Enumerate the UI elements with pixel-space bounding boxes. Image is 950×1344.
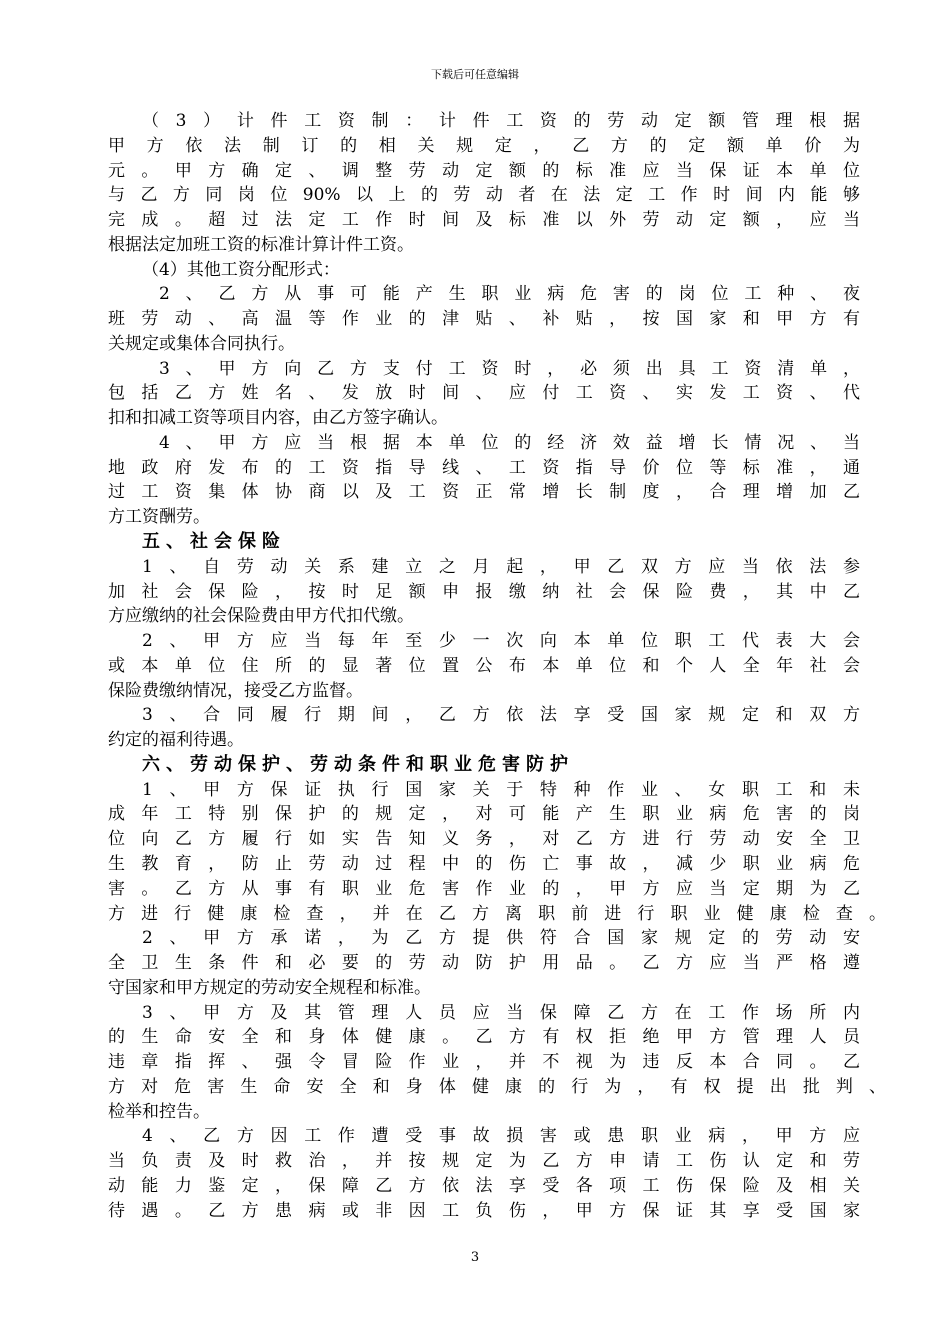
text-line: 与乙方同岗位90%以上的劳动者在法定工作时间内能够: [108, 185, 860, 206]
text-line: 方工资酬劳。: [108, 507, 210, 528]
text-line: 当负责及时救治，并按规定为乙方申请工伤认定和劳: [108, 1151, 860, 1172]
text-line: 位向乙方履行如实告知义务，对乙方进行劳动安全卫: [108, 829, 860, 850]
text-line: 地政府发布的工资指导线、工资指导价位等标准，通: [108, 457, 860, 478]
text-line: 动能力鉴定，保障乙方依法享受各项工伤保险及相关: [108, 1175, 860, 1196]
text-line: 害。乙方从事有职业危害作业的，甲方应当定期为乙: [108, 878, 860, 899]
text-line: 过工资集体协商以及工资正常增长制度，合理增加乙: [108, 482, 860, 503]
text-line: 检举和控告。: [108, 1101, 210, 1122]
text-line: 班劳动、高温等作业的津贴、补贴，按国家和甲方有: [108, 309, 860, 330]
document-body: [108, 109, 886, 1223]
text-line: 约定的福利待遇。: [108, 730, 244, 751]
text-line: 2、乙方从事可能产生职业病危害的岗位工种、夜: [159, 284, 860, 305]
text-line: 2、甲方承诺，为乙方提供符合国家规定的劳动安: [142, 928, 860, 949]
text-line: 1、甲方保证执行国家关于特种作业、女职工和未: [142, 779, 860, 800]
text-line: 待遇。乙方患病或非因工负伤，甲方保证其享受国家: [108, 1200, 860, 1221]
text-line: 甲方依法制订的相关规定，乙方的定额单价为: [108, 135, 860, 156]
text-line: 4、甲方应当根据本单位的经济效益增长情况、当: [159, 432, 860, 453]
text-line: 成年工特别保护的规定，对可能产生职业病危害的岗: [108, 804, 860, 825]
text-line: 1、自劳动关系建立之月起，甲乙双方应当依法参: [142, 556, 860, 577]
text-line: 方对危害生命安全和身体健康的行为，有权提出批判、: [108, 1076, 886, 1097]
page-header: 下载后可任意编辑: [431, 68, 519, 81]
text-line: 完成。超过法定工作时间及标准以外劳动定额，应当: [108, 210, 860, 231]
text-line: 扣和扣减工资等项目内容，由乙方签字确认。: [108, 408, 448, 429]
text-line: 全卫生条件和必要的劳动防护用品。乙方应当严格遵: [108, 953, 860, 974]
text-line: 3、甲方向乙方支付工资时，必须出具工资清单，: [159, 358, 860, 379]
section-heading: 六、劳动保护、劳动条件和职业危害防护: [142, 753, 574, 775]
text-line: 保险费缴纳情况，接受乙方监督。: [108, 680, 363, 701]
text-line: 4、乙方因工作遭受事故损害或患职业病，甲方应: [142, 1126, 860, 1147]
section-heading: 五、社会保险: [142, 531, 286, 553]
text-line: 元。甲方确定、调整劳动定额的标准应当保证本单位: [108, 160, 860, 181]
text-line: 方进行健康检查，并在乙方离职前进行职业健康检查。: [108, 903, 886, 924]
text-line: （4）其他工资分配形式：: [142, 259, 340, 280]
page-number: 3: [470, 1250, 480, 1265]
text-line: 守国家和甲方规定的劳动安全规程和标准。: [108, 977, 431, 998]
text-line: 3、合同履行期间，乙方依法享受国家规定和双方: [142, 705, 860, 726]
text-line: 根据法定加班工资的标准计算计件工资。: [108, 234, 414, 255]
text-line: 的生命安全和身体健康。乙方有权拒绝甲方管理人员: [108, 1027, 860, 1048]
text-line: 包括乙方姓名、发放时间、应付工资、实发工资、代: [108, 383, 860, 404]
text-line: （3）计件工资制：计件工资的劳动定额管理根据: [142, 111, 860, 131]
text-line: 加社会保险，按时足额申报缴纳社会保险费，其中乙: [108, 581, 860, 602]
text-line: 违章指挥、强令冒险作业，并不视为违反本合同。乙: [108, 1052, 860, 1073]
text-line: 关规定或集体合同执行。: [108, 333, 295, 354]
text-line: 生教育，防止劳动过程中的伤亡事故，减少职业病危: [108, 853, 860, 874]
text-line: 方应缴纳的社会保险费由甲方代扣代缴。: [108, 606, 414, 627]
text-line: 3、甲方及其管理人员应当保障乙方在工作场所内: [142, 1002, 860, 1023]
text-line: 或本单位住所的显著位置公布本单位和个人全年社会: [108, 655, 860, 676]
text-line: 2、甲方应当每年至少一次向本单位职工代表大会: [142, 631, 860, 652]
